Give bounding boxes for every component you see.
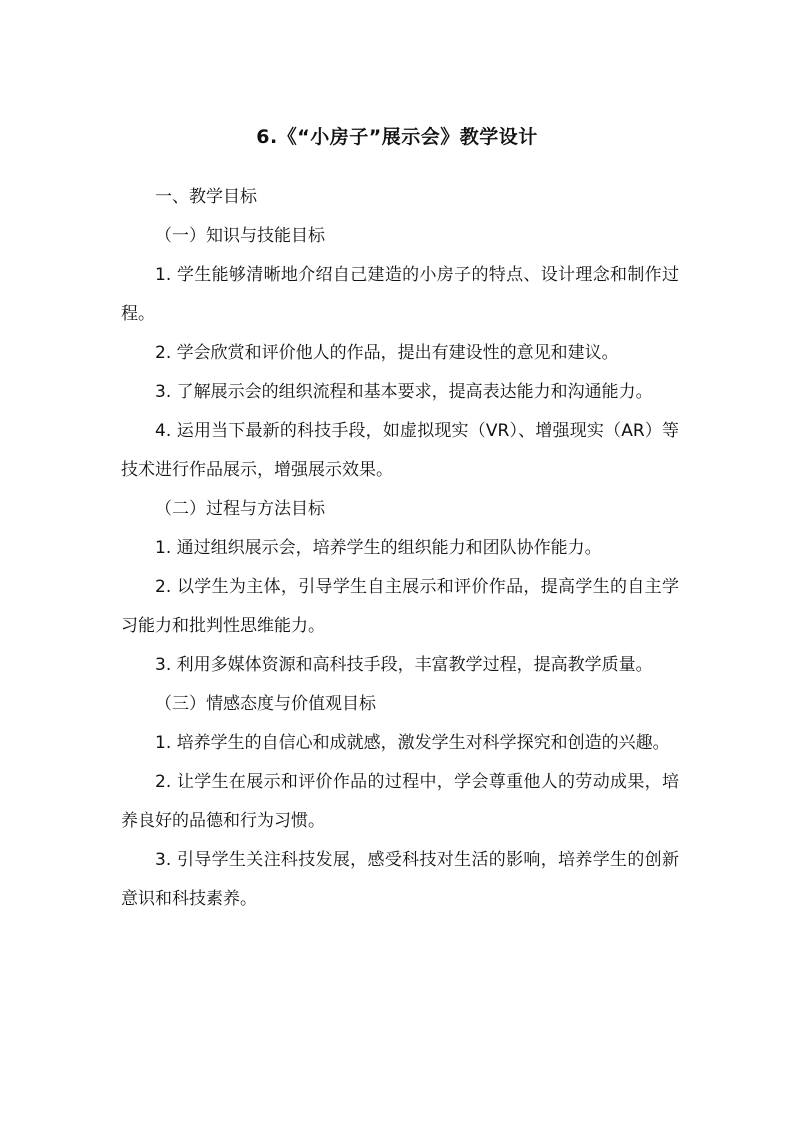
- document-body: [121, 178, 679, 919]
- paragraph-emotion-2: 2. 让学生在展示和评价作品的过程中，学会尊重他人的劳动成果，培养良好的品德和行为习惯。: [121, 772, 679, 831]
- paragraph-knowledge-2: 2. 学会欣赏和评价他人的作品，提出有建设性的意见和建议。: [155, 343, 619, 363]
- subsection-heading-emotion-values: （三）情感态度与价值观目标: [155, 694, 376, 714]
- paragraph-knowledge-4: 4. 运用当下最新的科技手段，如虚拟现实（VR）、增强现实（AR）等技术进行作品展示，增强展示效果。: [121, 421, 679, 480]
- paragraph-process-1: 1. 通过组织展示会，培养学生的组织能力和团队协作能力。: [155, 538, 602, 558]
- paragraph-knowledge-1: 1. 学生能够清晰地介绍自己建造的小房子的特点、设计理念和制作过程。: [121, 265, 679, 324]
- paragraph-process-2: 2. 以学生为主体，引导学生自主展示和评价作品，提高学生的自主学习能力和批判性思维能力。: [121, 577, 679, 636]
- document-title: 6.《“小房子”展示会》教学设计: [256, 126, 538, 148]
- paragraph-process-3: 3. 利用多媒体资源和高科技手段，丰富教学过程，提高教学质量。: [155, 655, 653, 675]
- paragraph-knowledge-3: 3. 了解展示会的组织流程和基本要求，提高表达能力和沟通能力。: [155, 382, 653, 402]
- section-heading-teaching-objectives: 一、教学目标: [155, 187, 257, 207]
- paragraph-emotion-1: 1. 培养学生的自信心和成就感，激发学生对科学探究和创造的兴趣。: [155, 733, 670, 753]
- subsection-heading-knowledge-skills: （一）知识与技能目标: [155, 226, 325, 246]
- paragraph-emotion-3: 3. 引导学生关注科技发展，感受科技对生活的影响，培养学生的创新意识和科技素养。: [121, 850, 679, 909]
- subsection-heading-process-method: （二）过程与方法目标: [155, 499, 325, 519]
